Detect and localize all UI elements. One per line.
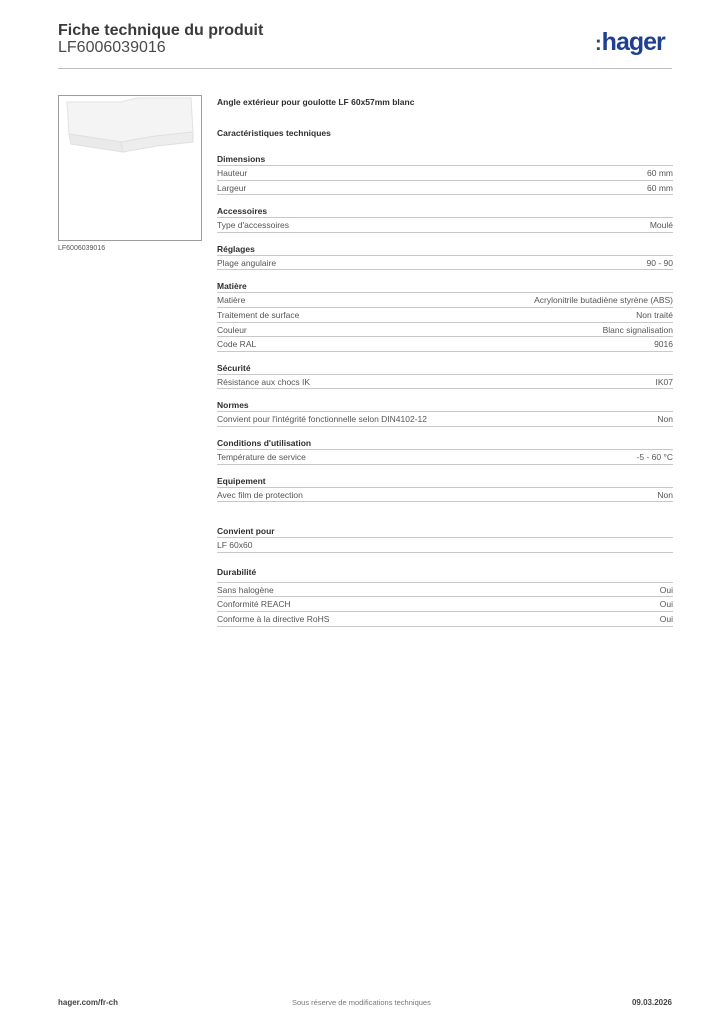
group-title-normes: Normes xyxy=(217,400,673,412)
spec-row xyxy=(217,308,673,323)
hager-logo[interactable] xyxy=(595,28,665,57)
logo-dots-icon: : xyxy=(595,33,601,55)
spec-value: Non xyxy=(657,414,673,425)
spec-row xyxy=(217,181,673,196)
footer-date: 09.03.2026 xyxy=(631,998,672,1007)
spec-row xyxy=(217,166,673,181)
spec-label: Conforme à la directive RoHS xyxy=(217,613,330,624)
group-title-securite: Sécurité xyxy=(217,363,673,375)
spec-label: Plage angulaire xyxy=(217,257,277,268)
spec-label: Code RAL xyxy=(217,339,257,350)
product-name: Angle extérieur pour goulotte LF 60x57mm blanc xyxy=(217,97,415,107)
spec-value: Oui xyxy=(659,599,673,610)
spec-value: IK07 xyxy=(655,376,673,387)
spec-value: Moulé xyxy=(649,220,673,231)
spec-label: Résistance aux chocs IK xyxy=(217,376,311,387)
spec-value: Non xyxy=(657,489,673,500)
spec-row xyxy=(217,583,673,598)
spec-label: Sans halogène xyxy=(217,584,274,595)
group-title-dimensions: Dimensions xyxy=(217,154,673,166)
footer-disclaimer: Sous réserve de modifications techniques xyxy=(292,998,431,1007)
spec-value: Acrylonitrile butadiène styrène (ABS) xyxy=(534,295,673,306)
group-title-convient-pour: Convient pour xyxy=(217,526,673,538)
logo-text: hager xyxy=(601,28,665,56)
spec-row xyxy=(217,323,673,338)
corner-trunking-icon xyxy=(59,96,201,240)
spec-row xyxy=(217,597,673,612)
spec-row xyxy=(217,538,673,553)
spec-value: -5 - 60 °C xyxy=(636,451,673,462)
spec-label: Convient pour l'intégrité fonctionnelle selon DIN4102-12 xyxy=(217,414,428,425)
footer-website-link[interactable]: hager.com/fr-ch xyxy=(58,998,119,1007)
spec-row xyxy=(217,337,673,352)
spec-label: Largeur xyxy=(217,182,247,193)
spec-label: Traitement de surface xyxy=(217,309,300,320)
spec-value: Oui xyxy=(659,584,673,595)
spec-label: Conformité REACH xyxy=(217,599,291,610)
spec-value: Oui xyxy=(659,613,673,624)
spec-row xyxy=(217,293,673,308)
group-title-conditions: Conditions d'utilisation xyxy=(217,438,673,450)
spec-value: Blanc signalisation xyxy=(602,324,673,335)
specs-title: Caractéristiques techniques xyxy=(217,128,331,138)
page-title: Fiche technique du produit xyxy=(58,22,264,39)
spec-row xyxy=(217,375,673,390)
header-divider xyxy=(58,68,672,69)
spec-label: Couleur xyxy=(217,324,247,335)
spec-label: Matière xyxy=(217,295,246,306)
group-title-equipement: Equipement xyxy=(217,476,673,488)
spec-row xyxy=(217,450,673,465)
group-title-durabilite: Durabilité xyxy=(217,567,673,583)
spec-label: Température de service xyxy=(217,451,306,462)
spec-label: Hauteur xyxy=(217,168,248,178)
spec-label: LF 60x60 xyxy=(217,540,253,551)
spec-row xyxy=(217,612,673,627)
spec-value: Non traité xyxy=(636,309,673,320)
spec-row xyxy=(217,218,673,233)
spec-value: 90 - 90 xyxy=(646,257,673,268)
group-title-accessoires: Accessoires xyxy=(217,206,673,218)
group-title-reglages: Réglages xyxy=(217,244,673,256)
spec-label: Type d'accessoires xyxy=(217,220,290,231)
product-image xyxy=(58,95,202,241)
group-title-matiere: Matière xyxy=(217,281,673,293)
spec-value: 60 mm xyxy=(647,168,673,178)
spec-row xyxy=(217,412,673,427)
spec-value: 60 mm xyxy=(647,182,673,193)
spec-label: Avec film de protection xyxy=(217,489,303,500)
spec-row xyxy=(217,488,673,503)
product-reference: LF6006039016 xyxy=(58,39,166,56)
image-caption: LF6006039016 xyxy=(58,245,106,252)
specs-section xyxy=(217,97,673,627)
spec-value: 9016 xyxy=(654,339,673,350)
spec-row xyxy=(217,256,673,271)
